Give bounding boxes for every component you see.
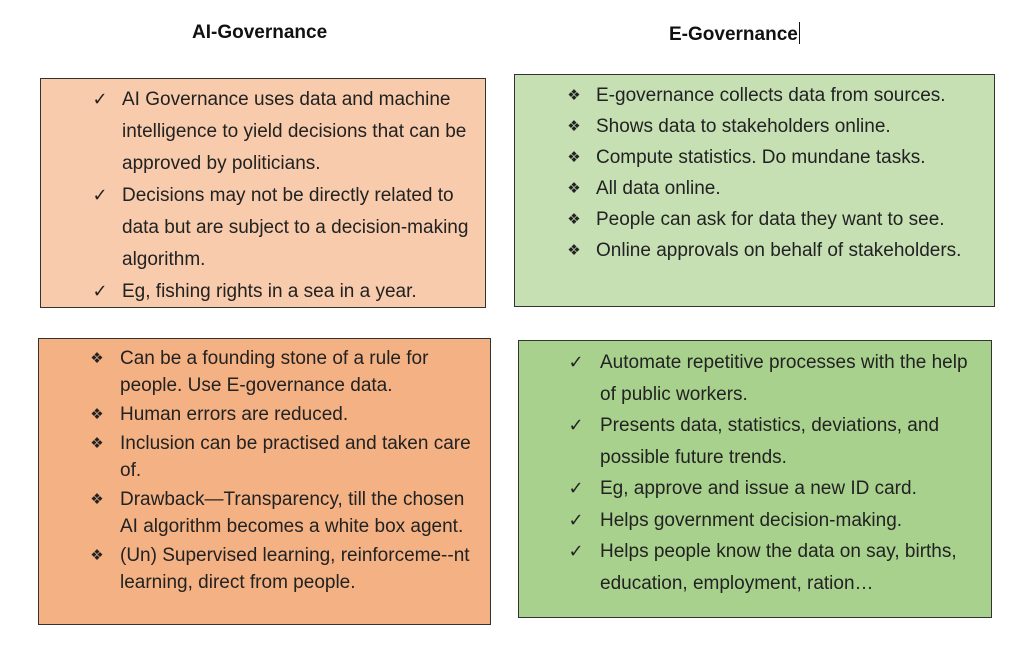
list-item xyxy=(565,347,985,410)
diamond-bullet-icon: ❖ xyxy=(90,490,104,508)
list-item xyxy=(86,486,486,540)
ai-governance-definition-list xyxy=(89,84,479,308)
list-item xyxy=(565,536,985,599)
list-item-text: Compute statistics. Do mundane tasks. xyxy=(596,147,926,168)
diamond-bullet-icon: ❖ xyxy=(567,241,581,259)
diamond-bullet-icon: ❖ xyxy=(567,179,581,197)
list-item xyxy=(565,473,985,505)
list-item xyxy=(563,111,988,142)
text-cursor xyxy=(799,22,800,44)
ai-governance-features-box xyxy=(38,338,491,625)
list-item-text: Can be a founding stone of a rule for people. Use E-governance data. xyxy=(120,348,429,396)
list-item xyxy=(563,142,988,173)
checkmark-icon: ✓ xyxy=(568,541,584,562)
e-governance-features-list xyxy=(565,347,985,599)
list-item-text: All data online. xyxy=(596,178,721,199)
list-item-text: Automate repetitive processes with the help of public workers. xyxy=(600,352,968,405)
list-item-text: (Un) Supervised learning, reinforceme--nt learning, direct from people. xyxy=(120,545,470,593)
list-item xyxy=(565,410,985,473)
e-governance-heading-text: E-Governance xyxy=(669,24,798,45)
list-item-text: AI Governance uses data and machine intelligence to yield decisions that can be approved by politicians. xyxy=(122,89,467,174)
checkmark-icon: ✓ xyxy=(568,352,584,373)
list-item-text: Human errors are reduced. xyxy=(120,404,349,425)
list-item-text: Inclusion can be practised and taken care of. xyxy=(120,433,471,481)
e-governance-features-box xyxy=(518,340,992,618)
checkmark-icon: ✓ xyxy=(92,185,108,206)
list-item-text: Drawback—Transparency, till the chosen AI algorithm becomes a white box agent. xyxy=(120,489,465,537)
list-item-text: Eg, fishing rights in a sea in a year. xyxy=(122,281,417,302)
diamond-bullet-icon: ❖ xyxy=(567,210,581,228)
list-item-text: Shows data to stakeholders online. xyxy=(596,116,891,137)
diamond-bullet-icon: ❖ xyxy=(90,349,104,367)
diamond-bullet-icon: ❖ xyxy=(567,117,581,135)
list-item xyxy=(565,505,985,537)
list-item xyxy=(89,180,479,276)
list-item-text: Eg, approve and issue a new ID card. xyxy=(600,478,917,499)
list-item xyxy=(86,430,486,484)
e-governance-definition-box xyxy=(514,74,995,307)
checkmark-icon: ✓ xyxy=(568,509,584,531)
list-item-text: Decisions may not be directly related to data but are subject to a decision-making algorithm. xyxy=(122,185,469,270)
list-item-text: Online approvals on behalf of stakeholders. xyxy=(596,240,962,261)
ai-governance-definition-box xyxy=(40,78,486,308)
list-item-text: People can ask for data they want to see. xyxy=(596,209,945,230)
diamond-bullet-icon: ❖ xyxy=(90,434,104,452)
diamond-bullet-icon: ❖ xyxy=(567,148,581,166)
list-item-text: Helps people know the data on say, births, education, employment, ration… xyxy=(600,541,957,594)
ai-governance-heading: AI-Governance xyxy=(192,22,328,43)
e-governance-heading xyxy=(669,22,800,46)
list-item xyxy=(86,345,486,399)
list-item xyxy=(563,204,988,235)
e-governance-definition-list xyxy=(563,80,988,266)
diamond-bullet-icon: ❖ xyxy=(567,86,581,104)
checkmark-icon: ✓ xyxy=(568,478,584,499)
list-item xyxy=(86,401,486,428)
list-item-text: Helps government decision-making. xyxy=(600,509,903,531)
ai-governance-features-list xyxy=(86,345,486,598)
diamond-bullet-icon: ❖ xyxy=(90,546,104,564)
list-item xyxy=(89,276,479,308)
diamond-bullet-icon: ❖ xyxy=(90,405,104,423)
list-item xyxy=(563,173,988,204)
list-item xyxy=(563,235,988,266)
list-item xyxy=(86,542,486,596)
checkmark-icon: ✓ xyxy=(92,89,108,110)
checkmark-icon: ✓ xyxy=(92,281,108,302)
list-item-text: E-governance collects data from sources. xyxy=(596,85,946,106)
checkmark-icon: ✓ xyxy=(568,415,584,436)
list-item xyxy=(563,80,988,111)
list-item xyxy=(89,84,479,180)
list-item-text: Presents data, statistics, deviations, and possible future trends. xyxy=(600,415,940,468)
